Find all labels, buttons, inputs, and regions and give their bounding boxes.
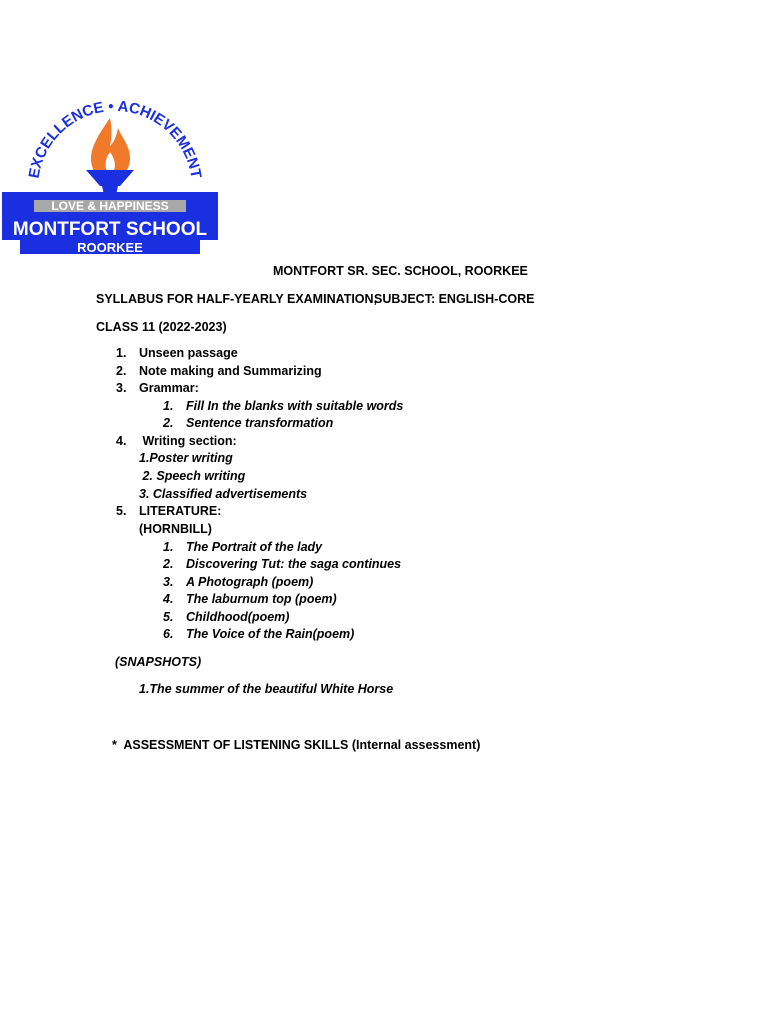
hornbill-item: 3. A Photograph (poem) xyxy=(163,575,314,589)
assessment-note: * ASSESSMENT OF LISTENING SKILLS (Internal assessment) xyxy=(112,738,481,752)
list-item: 2. Note making and Summarizing xyxy=(116,364,322,378)
hornbill-item: 5. Childhood(poem) xyxy=(163,610,290,624)
list-item: 4. Writing section: xyxy=(116,434,237,448)
logo-arc-text: EXCELLENCE • ACHIEVEMENT xyxy=(25,97,205,180)
hornbill-item: 6. The Voice of the Rain(poem) xyxy=(163,627,355,641)
writing-item: 3. Classified advertisements xyxy=(139,487,308,501)
logo-ribbon-line3: ROORKEE xyxy=(77,240,143,255)
hornbill-item: 4. The laburnum top (poem) xyxy=(163,592,337,606)
class-title: CLASS 11 (2022-2023) xyxy=(96,320,227,334)
school-logo xyxy=(0,90,220,260)
hornbill-item: 2. Discovering Tut: the saga continues xyxy=(163,557,402,571)
hornbill-item: 1. The Portrait of the lady xyxy=(163,540,323,554)
snapshots-heading: (SNAPSHOTS) xyxy=(115,655,202,669)
list-item: 3. Grammar: xyxy=(116,381,199,395)
school-title: MONTFORT SR. SEC. SCHOOL, ROORKEE xyxy=(273,264,528,278)
grammar-item: 2. Sentence transformation xyxy=(163,416,334,430)
list-item: 5. LITERATURE: xyxy=(116,504,222,518)
logo-ribbon-line1: LOVE & HAPPINESS xyxy=(51,199,169,213)
list-item: 1. Unseen passage xyxy=(116,346,238,360)
logo-ribbon-line2: MONTFORT SCHOOL xyxy=(12,219,208,240)
writing-item: 1.Poster writing xyxy=(139,451,233,465)
hornbill-heading: (HORNBILL) xyxy=(139,522,212,536)
snapshots-item: 1.The summer of the beautiful White Horse xyxy=(139,682,394,696)
subject-title: SUBJECT: ENGLISH-CORE xyxy=(374,292,535,306)
grammar-item: 1. Fill In the blanks with suitable words xyxy=(163,399,404,413)
writing-item: 2. Speech writing xyxy=(139,469,246,483)
syllabus-title: SYLLABUS FOR HALF-YEARLY EXAMINATION, xyxy=(96,292,378,306)
